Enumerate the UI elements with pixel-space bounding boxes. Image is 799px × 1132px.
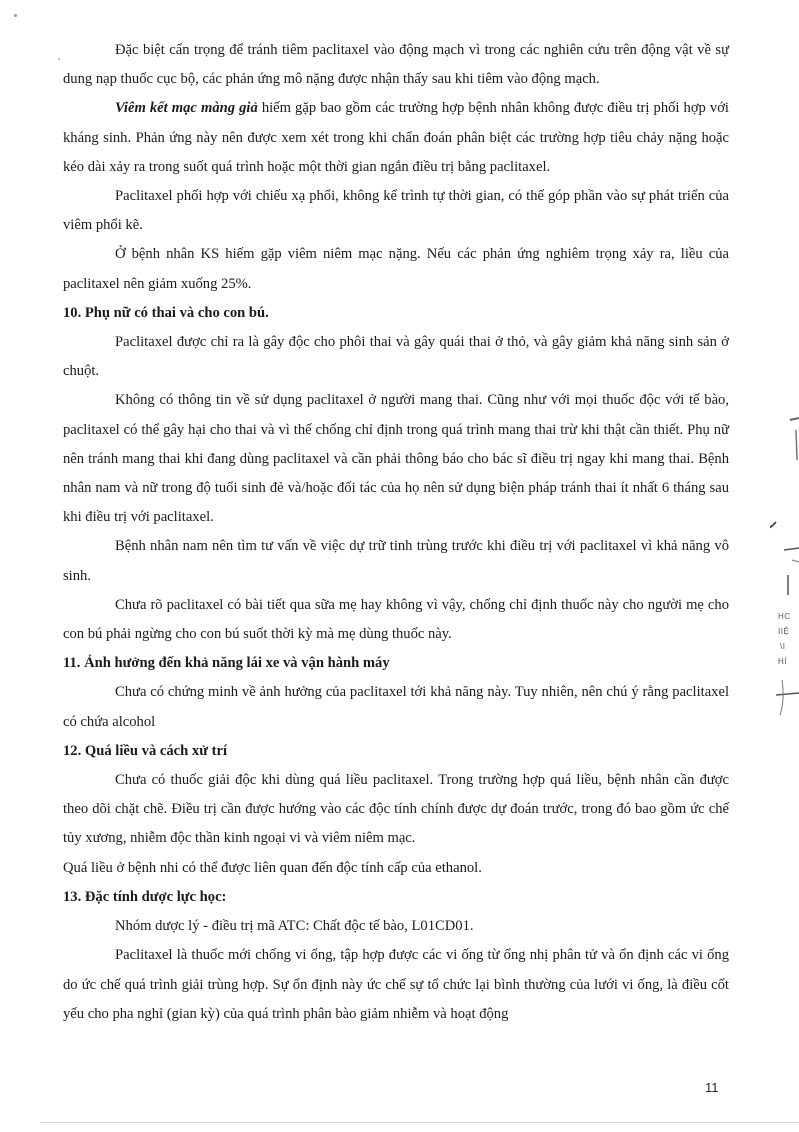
stamp-fragment: \I <box>780 642 786 651</box>
section-heading: 12. Quá liều và cách xử trí <box>63 742 228 759</box>
stamp-fragment: IIỆ <box>778 627 790 636</box>
paragraph: Bệnh nhân nam nên tìm tư vấn về việc dự trữ tinh trùng trước khi điều trị với paclitaxel vì khả năng vô sinh. <box>63 538 729 584</box>
section-heading: 13. Đặc tính dược lực học: <box>63 888 227 905</box>
paragraph: Đặc biệt cẩn trọng để tránh tiêm paclitaxel vào động mạch vì trong các nghiên cứu trên động vật về sự dung nạp thuốc cục bộ, các phản ứng mô nặng được nhận thấy sau khi tiêm vào động mạch. <box>63 42 729 88</box>
paragraph: Quá liều ở bệnh nhi có thể được liên quan đến độc tính cấp của ethanol. <box>63 859 482 876</box>
bottom-scan-edge <box>40 1122 799 1123</box>
paragraph: Ở bệnh nhân KS hiếm gặp viêm niêm mạc nặng. Nếu các phản ứng nghiêm trọng xảy ra, liều của paclitaxel nên giảm xuống 25%. <box>63 246 729 292</box>
margin-stamp <box>770 400 799 730</box>
emphasized-term: Viêm kết mạc màng giả <box>115 100 258 117</box>
paragraph: Paclitaxel phối hợp với chiếu xạ phổi, không kể trình tự thời gian, có thể góp phần vào sự phát triển của viêm phổi kẽ. <box>63 188 729 234</box>
paragraph: Chưa rõ paclitaxel có bài tiết qua sữa mẹ hay không vì vậy, chống chỉ định thuốc này cho người mẹ cho con bú phải ngừng cho con bú suốt thời kỳ mà mẹ dùng thuốc này. <box>63 596 729 643</box>
page-number: 11 <box>705 1080 719 1095</box>
scan-speck <box>14 14 17 17</box>
stamp-fragment: HC <box>778 612 791 621</box>
paragraph: Không có thông tin về sử dụng paclitaxel ở người mang thai. Cũng như với mọi thuốc độc với tế bào, paclitaxel có thể gây hại cho thai và vì thế chống chỉ định trong quá trình mang thai trừ khi thật cần thiết. Phụ nữ nên tránh mang thai khi đang dùng paclitaxel và cần phải thông báo cho bác sĩ điều trị ngay khi mang thai. Bệnh nhân nam và nữ trong độ tuổi sinh đẻ và/hoặc đối tác của họ nên sử dụng biện pháp tránh thai ít nhất 6 tháng sau khi điều trị với paclitaxel. <box>63 392 729 526</box>
paragraph: Chưa có thuốc giải độc khi dùng quá liều paclitaxel. Trong trường hợp quá liều, bệnh nhân cần được theo dõi chặt chẽ. Điều trị cần được hướng vào các độc tính chính được dự đoán trước, trong đó bao gồm ức chế tủy xương, nhiễm độc thần kinh ngoại vi và viêm niêm mạc. <box>63 772 729 847</box>
paragraph-text: hiếm gặp bao gồm các trường hợp bệnh nhân không được điều trị phối hợp với kháng sinh. Phản ứng này nên được xem xét trong khi chẩn đoán phân biệt các trường hợp tiêu chảy nặng hoặc kéo dài xảy ra trong suốt quá trình hoặc một thời gian ngắn điều trị bằng paclitaxel. <box>63 100 729 175</box>
paragraph: Paclitaxel là thuốc mới chống vi ống, tập hợp được các vi ống từ ống nhị phân tử và ổn định các vi ống do ức chế quá trình giải trùng hợp. Sự ổn định này ức chế sự tổ chức lại bình thường của lưới vi ống, là điều cốt yếu cho pha nghỉ (gian kỳ) của quá trình phân bào giảm nhiễm và hoạt động <box>63 947 729 1022</box>
section-heading: 10. Phụ nữ có thai và cho con bú. <box>63 304 269 321</box>
scan-speck <box>58 58 60 60</box>
paragraph: Chưa có chứng minh về ảnh hưởng của paclitaxel tới khả năng này. Tuy nhiên, nên chú ý rằng paclitaxel có chứa alcohol <box>63 684 729 730</box>
section-heading: 11. Ảnh hưởng đến khả năng lái xe và vận hành máy <box>63 655 390 672</box>
stamp-signature-icon <box>770 400 799 730</box>
paragraph: Nhóm dược lý - điều trị mã ATC: Chất độc tế bào, L01CD01. <box>115 918 474 935</box>
paragraph <box>63 94 729 182</box>
document-body <box>63 36 729 1029</box>
stamp-fragment: HÍ <box>778 657 787 666</box>
paragraph: Paclitaxel được chỉ ra là gây độc cho phôi thai và gây quái thai ở thỏ, và gây giảm khả năng sinh sản ở chuột. <box>63 334 729 380</box>
